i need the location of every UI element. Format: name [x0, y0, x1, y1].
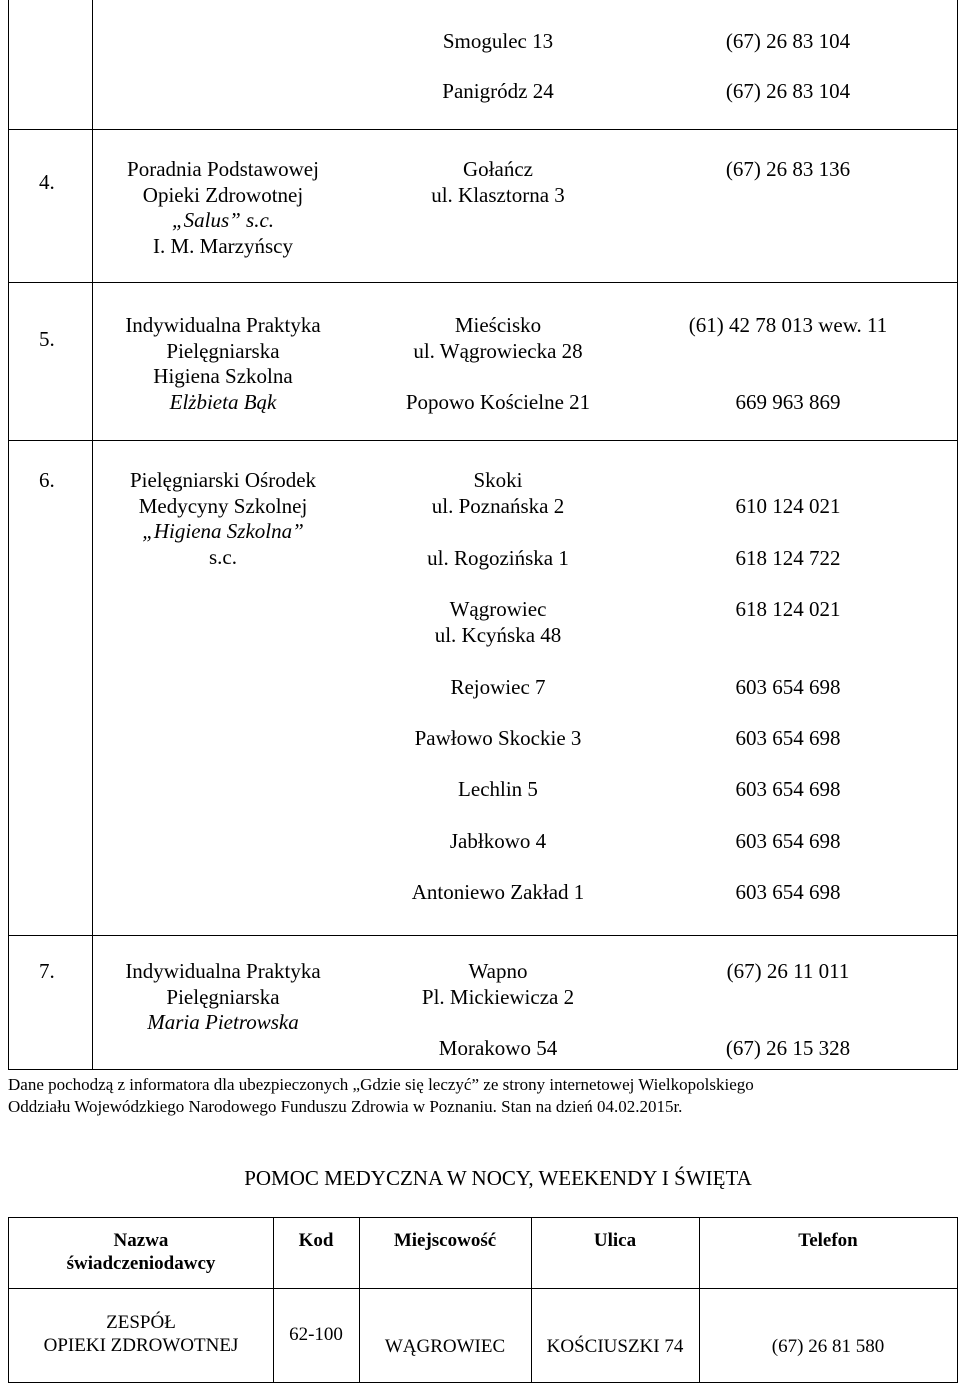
- provider-phone: 603 654 698: [735, 777, 841, 801]
- city-cell: WĄGROWIEC: [384, 1336, 506, 1357]
- place-cell: Panigródz 24: [442, 79, 554, 103]
- provider-phone: 603 654 698: [735, 880, 841, 904]
- column-header-street: Ulica: [593, 1230, 637, 1251]
- phone-cell: (67) 26 83 104: [725, 79, 851, 103]
- provider-address: ul. Rogozińska 1: [427, 546, 569, 570]
- provider-phone: (67) 26 11 011: [726, 959, 850, 983]
- row-divider: [8, 282, 958, 283]
- provider-address: Rejowiec 7: [450, 675, 546, 699]
- column-header-name: Nazwa świadczeniodawcy: [66, 1230, 216, 1274]
- provider-address: Gołańcz ul. Klasztorna 3: [431, 157, 565, 207]
- table-border-left: [8, 0, 9, 1070]
- provider-address: Wapno Pl. Mickiewicza 2: [421, 959, 575, 1009]
- phone-cell: (67) 26 83 104: [725, 29, 851, 53]
- phone-cell: (67) 26 81 580: [771, 1336, 885, 1357]
- entry-number: 6.: [39, 468, 55, 492]
- providers-table: [8, 0, 958, 1070]
- row-divider: [8, 440, 958, 441]
- entry-number: 7.: [39, 959, 55, 983]
- provider-phone: 603 654 698: [735, 675, 841, 699]
- section-heading: POMOC MEDYCZNA W NOCY, WEEKENDY I ŚWIĘTA: [244, 1166, 752, 1190]
- provider-name: Indywidualna Praktyka Pielęgniarska Higiena Szkolna Elżbieta Bąk: [125, 313, 321, 415]
- column-header-city: Miejscowość: [393, 1230, 497, 1251]
- provider-phone: (61) 42 78 013 wew. 11: [688, 313, 888, 337]
- provider-phone: 603 654 698: [735, 829, 841, 853]
- night-care-table: [8, 1217, 958, 1383]
- column-header-code: Kod: [298, 1230, 334, 1251]
- provider-name-cell: ZESPÓŁ OPIEKI ZDROWOTNEJ: [43, 1312, 239, 1356]
- provider-phone: 618 124 722: [735, 546, 841, 570]
- column-header-phone: Telefon: [798, 1230, 858, 1251]
- provider-phone: 603 654 698: [735, 726, 841, 750]
- provider-phone: 669 963 869: [735, 390, 841, 414]
- provider-address: Skoki ul. Poznańska 2: [431, 468, 565, 518]
- provider-phone: (67) 26 15 328: [725, 1036, 851, 1060]
- table-border-bottom: [8, 1069, 958, 1070]
- entry-number: 5.: [39, 327, 55, 351]
- provider-name: Indywidualna Praktyka Pielęgniarska Maria Pietrowska: [125, 959, 321, 1035]
- provider-address: Jabłkowo 4: [449, 829, 547, 853]
- provider-address: Lechlin 5: [458, 777, 538, 801]
- row-divider: [8, 129, 958, 130]
- table-border-right: [957, 0, 958, 1070]
- provider-address: Mieścisko ul. Wągrowiecka 28: [413, 313, 583, 363]
- provider-address: Morakowo 54: [438, 1036, 558, 1060]
- street-cell: KOŚCIUSZKI 74: [546, 1336, 684, 1357]
- provider-address: Popowo Kościelne 21: [405, 390, 591, 414]
- provider-address: Antoniewo Zakład 1: [411, 880, 585, 904]
- provider-name: Pielęgniarski Ośrodek Medycyny Szkolnej „Higiena Szkolna” s.c.: [129, 468, 317, 570]
- provider-phone: (67) 26 83 136: [725, 157, 851, 181]
- postal-code-cell: 62-100: [289, 1324, 343, 1345]
- provider-name: Poradnia Podstawowej Opieki Zdrowotnej „Salus” s.c. I. M. Marzyńscy: [127, 157, 319, 259]
- provider-phone: 618 124 021: [735, 597, 841, 621]
- table-divider: [92, 0, 93, 1070]
- entry-number: 4.: [39, 170, 55, 194]
- header-divider: [9, 1288, 957, 1289]
- provider-phone: 610 124 021: [735, 494, 841, 518]
- provider-address: Pawłowo Skockie 3: [414, 726, 582, 750]
- provider-address: Wągrowiec ul. Kcyńska 48: [434, 597, 562, 647]
- row-divider: [8, 935, 958, 936]
- place-cell: Smogulec 13: [442, 29, 554, 53]
- source-note: Dane pochodzą z informatora dla ubezpieczonych „Gdzie się leczyć” ze strony internetowej Wielkopolskiego Oddziału Wojewódzkiego Narodowego Funduszu Zdrowia w Poznaniu. Stan na dzień 04.02.2015r.: [8, 1075, 754, 1116]
